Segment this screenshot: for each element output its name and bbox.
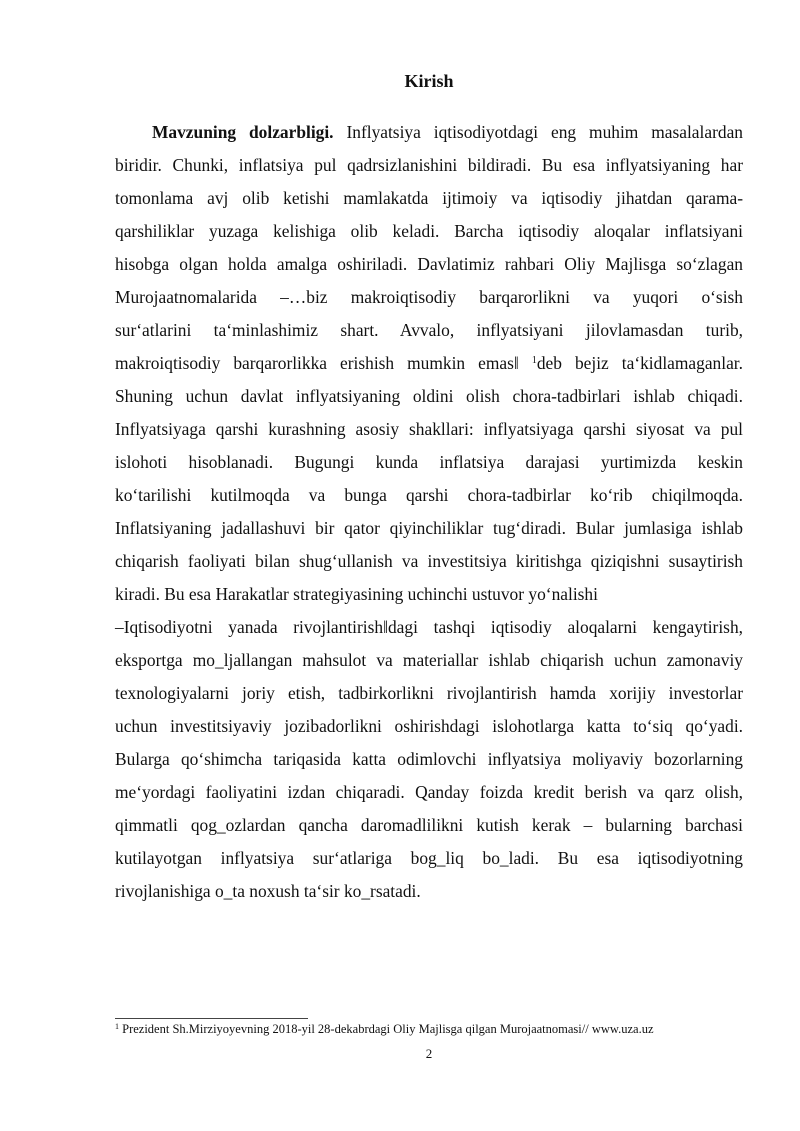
paragraph-line: sur‘atlarini ta‘minlashimiz shart. Avvalo, inflyatsiyani jilovlamasdan turib, <box>115 320 743 340</box>
paragraph-line: texnologiyalarni joriy etish, tadbirkorlikni rivojlantirish hamda xorijiy investorlar <box>115 683 743 703</box>
paragraph-line: biridir. Chunki, inflatsiya pul qadrsizlanishini bildiradi. Bu esa inflyatsiyaning har <box>115 155 743 175</box>
paragraph-line: chiqarish faoliyati bilan shug‘ullanish va investitsiya kiritishga qiziqishni susaytirish <box>115 551 743 571</box>
footnote-text: Prezident Sh.Mirziyoyevning 2018-yil 28-dekabrdagi Oliy Majlisga qilgan Murojaatnomasi// www.uza.uz <box>119 1022 654 1036</box>
paragraph-line: islohoti hisoblanadi. Bugungi kunda inflatsiya darajasi yurtimizda keskin <box>115 452 743 472</box>
footnote-marker: 1 <box>115 1022 119 1031</box>
paragraph-line: qimmatli qog_ozlardan qancha daromadlilikni kutish kerak – bularning barchasi <box>115 815 743 835</box>
paragraph-line: Inflyatsiyaga qarshi kurashning asosiy shakllari: inflyatsiyaga qarshi siyosat va pul <box>115 419 743 439</box>
paragraph-line: hisobga olgan holda amalga oshiriladi. Davlatimiz rahbari Oliy Majlisga so‘zlagan <box>115 254 743 274</box>
paragraph-line-text: makroiqtisodiy barqarorlikka erishish mumkin emas‖ <box>115 353 519 373</box>
paragraph-line <box>115 116 743 149</box>
paragraph-line: Inflatsiyaning jadallashuvi bir qator qiyinchiliklar tug‘diradi. Bular jumlasiga ishlab <box>115 518 743 538</box>
footnote-divider <box>115 1018 308 1019</box>
paragraph-line: kiradi. Bu esa Harakatlar strategiyasining uchinchi ustuvor yo‘nalishi <box>115 584 598 604</box>
paragraph-line: Murojaatnomalarida –…biz makroiqtisodiy barqarorlikni va yuqori o‘sish <box>115 287 743 307</box>
paragraph-line: rivojlanishiga o_ta noxush ta‘sir ko_rsatadi. <box>115 881 421 901</box>
document-page <box>115 0 743 1131</box>
paragraph-line: Shuning uchun davlat inflyatsiyaning oldini olish chora-tadbirlari ishlab chiqadi. <box>115 386 743 406</box>
page-number: 2 <box>425 1046 433 1061</box>
paragraph-line: uchun investitsiyaviy jozibadorlikni oshirishdagi islohotlarga katta to‘siq qo‘yadi. <box>115 716 743 736</box>
paragraph-line <box>115 347 743 380</box>
footnote-reference[interactable]: 1 <box>531 355 537 366</box>
section-heading: Kirish <box>404 71 454 91</box>
paragraph-line: Bularga qo‘shimcha tariqasida katta odimlovchi inflyatsiya moliyaviy bozorlarning <box>115 749 743 769</box>
paragraph-line-text: Inflyatsiya iqtisodiyotdagi eng muhim masalalardan <box>333 122 743 142</box>
body-paragraph <box>115 116 743 908</box>
paragraph-line: –Iqtisodiyotni yanada rivojlantirish‖dagi tashqi iqtisodiy aloqalarni kengaytirish, <box>115 617 743 637</box>
paragraph-line: ko‘tarilishi kutilmoqda va bunga qarshi chora-tadbirlar ko‘rib chiqilmoqda. <box>115 485 743 505</box>
footnote <box>115 1021 743 1037</box>
paragraph-line: me‘yordagi faoliyatini izdan chiqaradi. Qanday foizda kredit berish va qarz olish, <box>115 782 743 802</box>
lead-bold-text: Mavzuning dolzarbligi. <box>152 122 334 142</box>
paragraph-line: tomonlama avj olib ketishi mamlakatda ijtimoiy va iqtisodiy jihatdan qarama- <box>115 188 743 208</box>
paragraph-line: kutilayotgan inflyatsiya sur‘atlariga bog_liq bo_ladi. Bu esa iqtisodiyotning <box>115 848 743 868</box>
paragraph-line: qarshiliklar yuzaga kelishiga olib keladi. Barcha iqtisodiy aloqalar inflatsiyani <box>115 221 743 241</box>
paragraph-line-text: deb bejiz ta‘kidlamaganlar. <box>536 353 743 373</box>
paragraph-line: eksportga mo_ljallangan mahsulot va materiallar ishlab chiqarish uchun zamonaviy <box>115 650 743 670</box>
